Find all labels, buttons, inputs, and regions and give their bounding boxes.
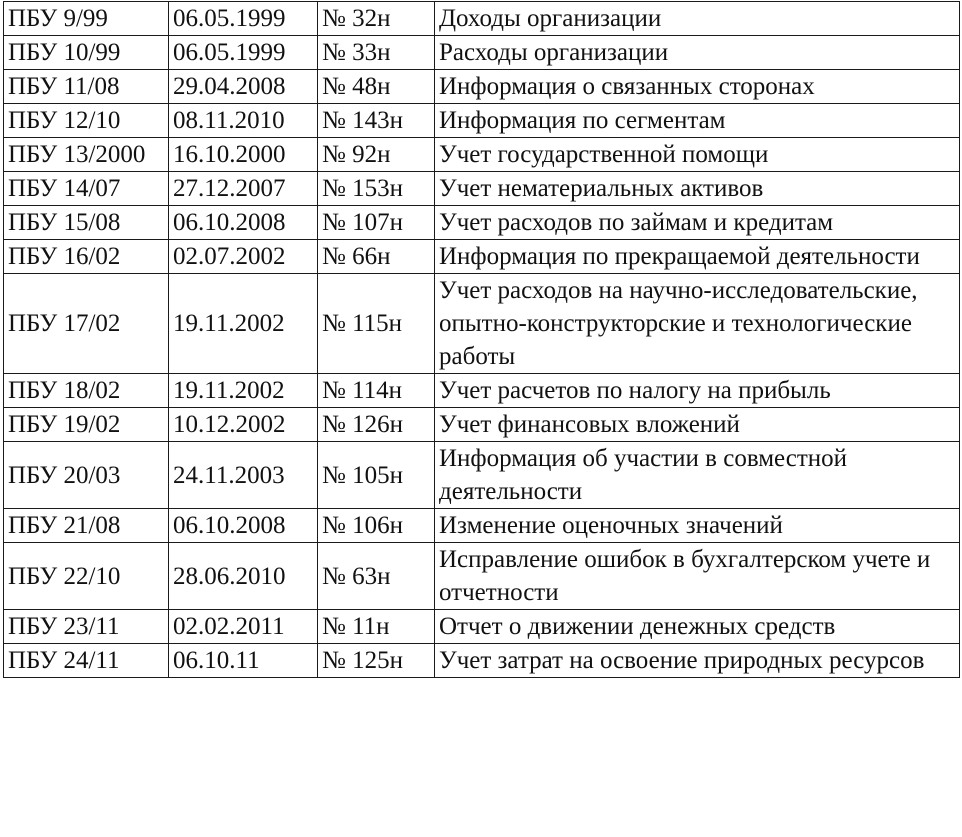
- table-row: [4, 374, 960, 408]
- pbu-standards-table: [3, 1, 960, 678]
- order-number-cell: № 115н: [318, 274, 435, 374]
- approval-date-cell: 06.10.2008: [169, 206, 318, 240]
- pbu-code-cell: ПБУ 15/08: [4, 206, 169, 240]
- order-number-cell: № 125н: [318, 644, 435, 678]
- approval-date-cell: 06.10.2008: [169, 509, 318, 543]
- standard-title-cell: Учет нематериальных активов: [435, 172, 960, 206]
- table-row: [4, 274, 960, 374]
- table-row: [4, 138, 960, 172]
- table-row: [4, 644, 960, 678]
- pbu-code-cell: ПБУ 13/2000: [4, 138, 169, 172]
- pbu-code-cell: ПБУ 18/02: [4, 374, 169, 408]
- table-row: [4, 543, 960, 610]
- order-number-cell: № 107н: [318, 206, 435, 240]
- order-number-cell: № 63н: [318, 543, 435, 610]
- approval-date-cell: 27.12.2007: [169, 172, 318, 206]
- pbu-code-cell: ПБУ 11/08: [4, 70, 169, 104]
- standard-title-cell: Изменение оценочных значений: [435, 509, 960, 543]
- standard-title-cell: Учет финансовых вложений: [435, 408, 960, 442]
- approval-date-cell: 24.11.2003: [169, 442, 318, 509]
- approval-date-cell: 10.12.2002: [169, 408, 318, 442]
- table-row: [4, 610, 960, 644]
- approval-date-cell: 08.11.2010: [169, 104, 318, 138]
- order-number-cell: № 126н: [318, 408, 435, 442]
- table-row: [4, 509, 960, 543]
- order-number-cell: № 106н: [318, 509, 435, 543]
- order-number-cell: № 143н: [318, 104, 435, 138]
- approval-date-cell: 02.02.2011: [169, 610, 318, 644]
- pbu-code-cell: ПБУ 17/02: [4, 274, 169, 374]
- standard-title-cell: Доходы организации: [435, 2, 960, 36]
- pbu-code-cell: ПБУ 22/10: [4, 543, 169, 610]
- approval-date-cell: 06.05.1999: [169, 36, 318, 70]
- pbu-code-cell: ПБУ 21/08: [4, 509, 169, 543]
- approval-date-cell: 29.04.2008: [169, 70, 318, 104]
- order-number-cell: № 48н: [318, 70, 435, 104]
- standard-title-cell: Учет расходов на научно-исследовательские, опытно-конструкторские и технологические работы: [435, 274, 960, 374]
- table-row: [4, 442, 960, 509]
- table-row: [4, 240, 960, 274]
- order-number-cell: № 33н: [318, 36, 435, 70]
- standard-title-cell: Расходы организации: [435, 36, 960, 70]
- approval-date-cell: 06.05.1999: [169, 2, 318, 36]
- order-number-cell: № 114н: [318, 374, 435, 408]
- pbu-code-cell: ПБУ 19/02: [4, 408, 169, 442]
- order-number-cell: № 32н: [318, 2, 435, 36]
- pbu-code-cell: ПБУ 20/03: [4, 442, 169, 509]
- pbu-code-cell: ПБУ 23/11: [4, 610, 169, 644]
- pbu-code-cell: ПБУ 9/99: [4, 2, 169, 36]
- approval-date-cell: 02.07.2002: [169, 240, 318, 274]
- table-row: [4, 104, 960, 138]
- standard-title-cell: Информация об участии в совместной деятельности: [435, 442, 960, 509]
- standard-title-cell: Учет государственной помощи: [435, 138, 960, 172]
- table-row: [4, 2, 960, 36]
- order-number-cell: № 66н: [318, 240, 435, 274]
- standard-title-cell: Информация о связанных сторонах: [435, 70, 960, 104]
- pbu-code-cell: ПБУ 14/07: [4, 172, 169, 206]
- pbu-code-cell: ПБУ 10/99: [4, 36, 169, 70]
- order-number-cell: № 11н: [318, 610, 435, 644]
- approval-date-cell: 19.11.2002: [169, 374, 318, 408]
- approval-date-cell: 28.06.2010: [169, 543, 318, 610]
- standard-title-cell: Учет расчетов по налогу на прибыль: [435, 374, 960, 408]
- standard-title-cell: Информация по прекращаемой деятельности: [435, 240, 960, 274]
- standard-title-cell: Исправление ошибок в бухгалтерском учете и отчетности: [435, 543, 960, 610]
- table-row: [4, 206, 960, 240]
- order-number-cell: № 153н: [318, 172, 435, 206]
- table-row: [4, 36, 960, 70]
- pbu-table-body: [4, 2, 960, 678]
- table-row: [4, 70, 960, 104]
- pbu-code-cell: ПБУ 24/11: [4, 644, 169, 678]
- standard-title-cell: Учет расходов по займам и кредитам: [435, 206, 960, 240]
- order-number-cell: № 105н: [318, 442, 435, 509]
- standard-title-cell: Информация по сегментам: [435, 104, 960, 138]
- table-row: [4, 172, 960, 206]
- standard-title-cell: Учет затрат на освоение природных ресурсов: [435, 644, 960, 678]
- pbu-code-cell: ПБУ 16/02: [4, 240, 169, 274]
- approval-date-cell: 06.10.11: [169, 644, 318, 678]
- approval-date-cell: 19.11.2002: [169, 274, 318, 374]
- table-row: [4, 408, 960, 442]
- approval-date-cell: 16.10.2000: [169, 138, 318, 172]
- order-number-cell: № 92н: [318, 138, 435, 172]
- pbu-code-cell: ПБУ 12/10: [4, 104, 169, 138]
- standard-title-cell: Отчет о движении денежных средств: [435, 610, 960, 644]
